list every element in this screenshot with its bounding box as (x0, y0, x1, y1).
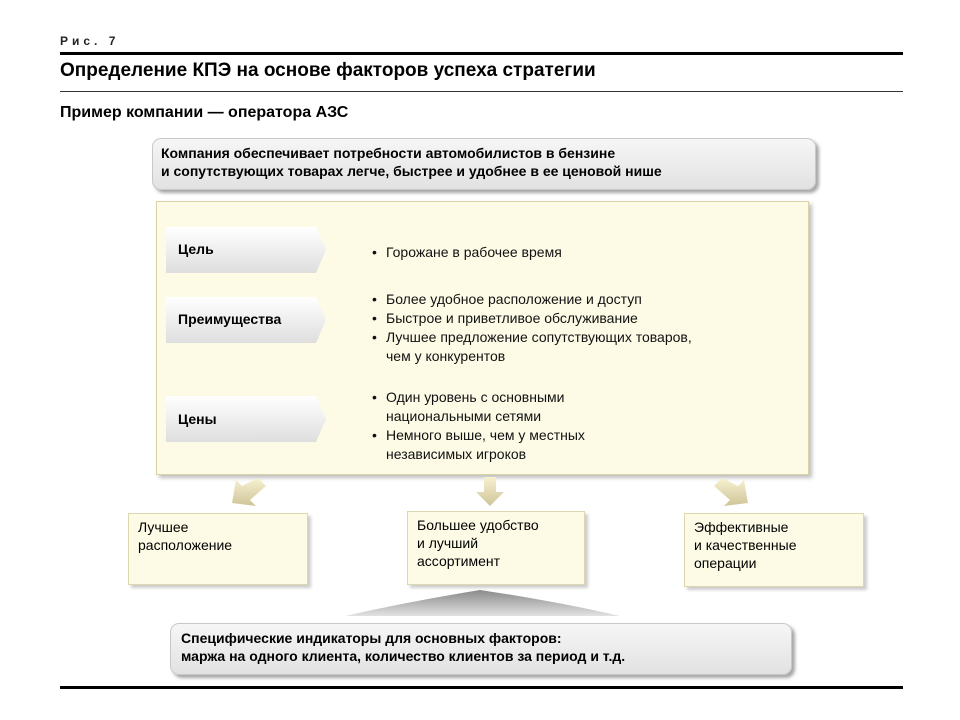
figure-label: Рис. 7 (60, 34, 120, 48)
bullet-item: • Быстрое и приветливое обслуживание (372, 309, 692, 328)
factor-convenience: Большее удобство и лучший ассортимент (407, 511, 585, 585)
bullet-item: • Горожане в рабочее время (372, 243, 562, 262)
bullet-item: • Немного выше, чем у местных независимых игроков (372, 426, 585, 464)
advantages-label: Преимущества (178, 311, 282, 327)
subtitle: Пример компании — оператора АЗС (60, 104, 349, 121)
converging-fan (345, 590, 620, 616)
goal-label: Цель (178, 241, 214, 257)
center-arrow (476, 477, 504, 506)
mission-line: Компания обеспечивает потребности автомобилистов в бензине (161, 145, 616, 161)
indicators-box (170, 623, 792, 675)
indicator-line: маржа на одного клиента, количество клиентов за период и т.д. (181, 648, 626, 664)
indicator-line: Специфические индикаторы для основных факторов: (181, 630, 562, 646)
left-arrow (232, 478, 266, 506)
bullet-item: • Лучшее предложение сопутствующих товаров, чем у конкурентов (372, 328, 692, 366)
prices-label: Цены (178, 411, 217, 427)
factor-location: Лучшее расположение (128, 513, 308, 585)
right-arrow (714, 478, 748, 506)
bullet-item: • Один уровень с основными национальными сетями (372, 388, 585, 426)
mission-line: и сопутствующих товарах легче, быстрее и удобнее в ее ценовой нише (161, 163, 662, 179)
main-title: Определение КПЭ на основе факторов успеха стратегии (60, 60, 596, 81)
factor-operations: Эффективные и качественные операции (684, 513, 864, 587)
bottom-rule (60, 686, 903, 689)
bullet-item: • Более удобное расположение и доступ (372, 290, 692, 309)
